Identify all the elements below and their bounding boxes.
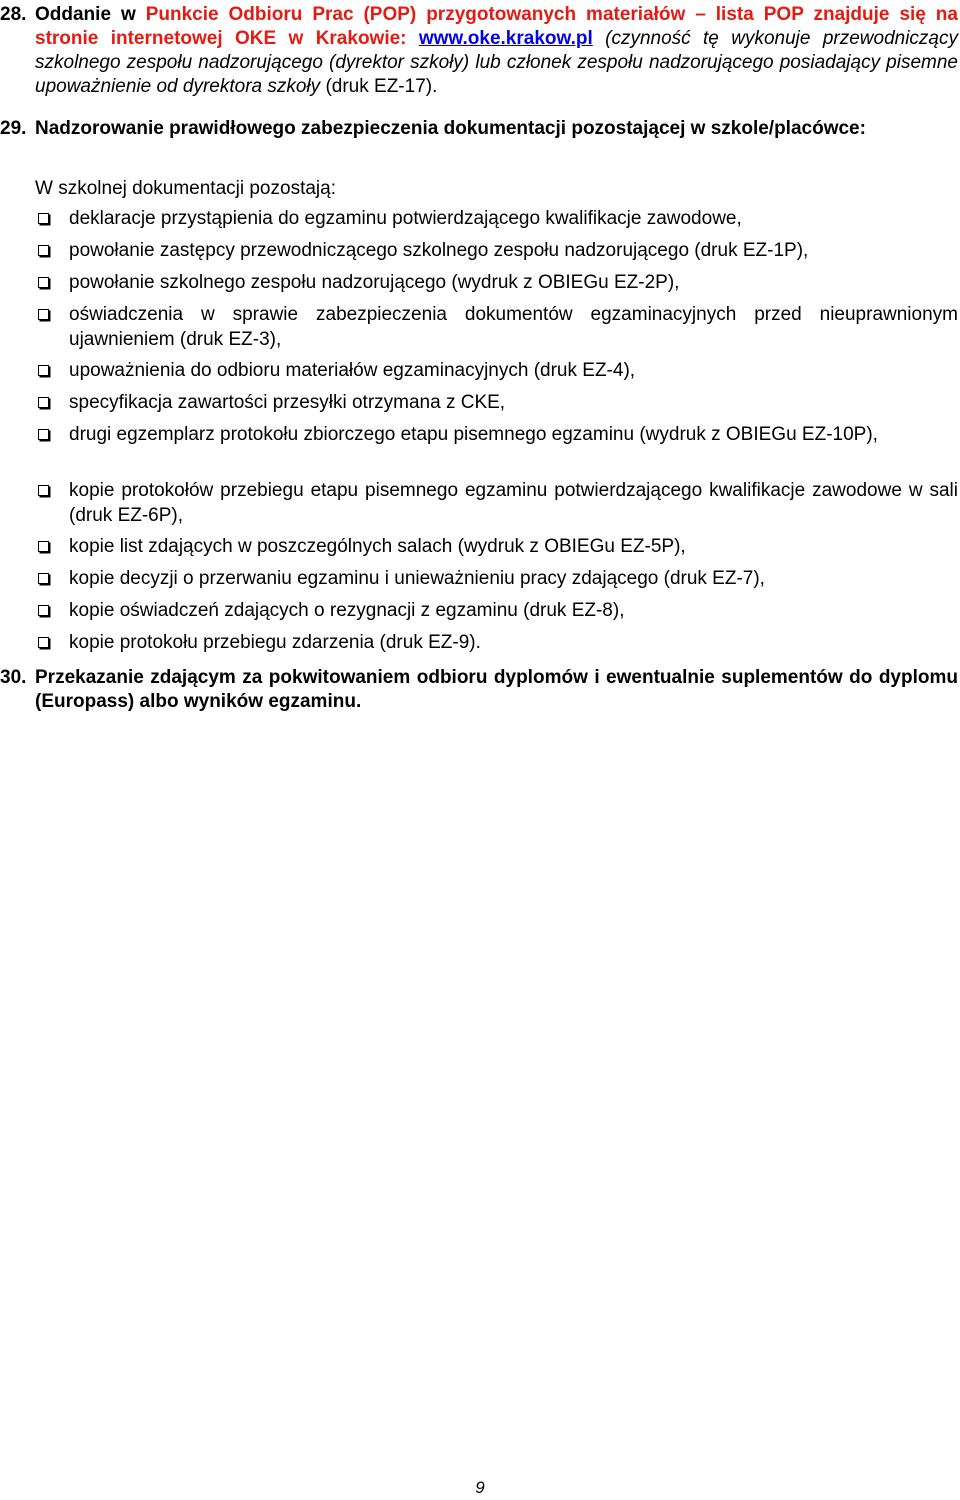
section-29: [0, 117, 958, 141]
section-28-red-text: Punkcie Odbioru Prac (POP) przygotowanych materiałów – lista POP znajduje się na stronie internetowej OKE w Krakowie:: [35, 4, 958, 49]
section-30-heading: Przekazanie zdającym za pokwitowaniem odbioru dyplomów i ewentualnie suplementów do dyplomu (Europass) albo wyników egzaminu.: [35, 667, 958, 712]
oke-website-link[interactable]: www.oke.krakow.pl: [418, 28, 593, 49]
list-item: kopie decyzji o przerwaniu egzaminu i unieważnieniu pracy zdającego (druk EZ-7),: [0, 566, 958, 591]
list-item: powołanie szkolnego zespołu nadzorującego (wydruk z OBIEGu EZ-2P),: [0, 270, 958, 295]
list-item: drugi egzemplarz protokołu zbiorczego etapu pisemnego egzaminu (wydruk z OBIEGu EZ-10P),: [0, 422, 958, 447]
page-number: 9: [475, 1478, 485, 1497]
section-29-heading: Nadzorowanie prawidłowego zabezpieczenia dokumentacji pozostającej w szkole/placówce:: [35, 118, 866, 139]
checkbox-icon: [38, 245, 49, 256]
list-item: kopie protokołów przebiegu etapu pisemnego egzaminu potwierdzającego kwalifikacje zawodowe w sali (druk EZ-6P),: [0, 478, 958, 528]
list-item: powołanie zastępcy przewodniczącego szkolnego zespołu nadzorującego (druk EZ-1P),: [0, 238, 958, 263]
checkbox-icon: [38, 637, 49, 648]
list-item: specyfikacja zawartości przesyłki otrzymana z CKE,: [0, 390, 958, 415]
checkbox-icon: [38, 485, 49, 496]
section-29-number: 29.: [0, 118, 27, 139]
list-item: kopie protokołu przebiegu zdarzenia (druk EZ-9).: [0, 630, 958, 655]
checkbox-icon: [38, 429, 49, 440]
checkbox-icon: [38, 397, 49, 408]
list-item: upoważnienia do odbioru materiałów egzaminacyjnych (druk EZ-4),: [0, 358, 958, 383]
section-30: [0, 666, 958, 714]
section-28-number: 28.: [0, 4, 27, 25]
checkbox-icon: [38, 309, 49, 320]
section-28: [0, 3, 958, 99]
section-28-tail: (druk EZ-17).: [325, 76, 438, 97]
checkbox-icon: [38, 365, 49, 376]
list-item: kopie oświadczeń zdających o rezygnacji z egzaminu (druk EZ-8),: [0, 598, 958, 623]
checkbox-icon: [38, 573, 49, 584]
checkbox-icon: [38, 541, 49, 552]
checkbox-icon: [38, 277, 49, 288]
list-item: oświadczenia w sprawie zabezpieczenia dokumentów egzaminacyjnych przed nieuprawnionym ujawnieniem (druk EZ-3),: [0, 302, 958, 352]
section-28-italic-text: (czynność tę wykonuje przewodniczący szkolnego zespołu nadzorującego (dyrektor szkoły) lub członek zespołu nadzorującego posiadający pisemne upoważnienie od dyrektora szkoły: [35, 28, 958, 97]
section-30-number: 30.: [0, 667, 27, 688]
list-item: kopie list zdających w poszczególnych salach (wydruk z OBIEGu EZ-5P),: [0, 534, 958, 559]
checkbox-icon: [38, 213, 49, 224]
checkbox-icon: [38, 605, 49, 616]
section-29-intro: W szkolnej dokumentacji pozostają:: [35, 178, 336, 199]
list-item: deklaracje przystąpienia do egzaminu potwierdzającego kwalifikacje zawodowe,: [0, 206, 958, 231]
section-28-lead: Oddanie w: [35, 4, 146, 25]
